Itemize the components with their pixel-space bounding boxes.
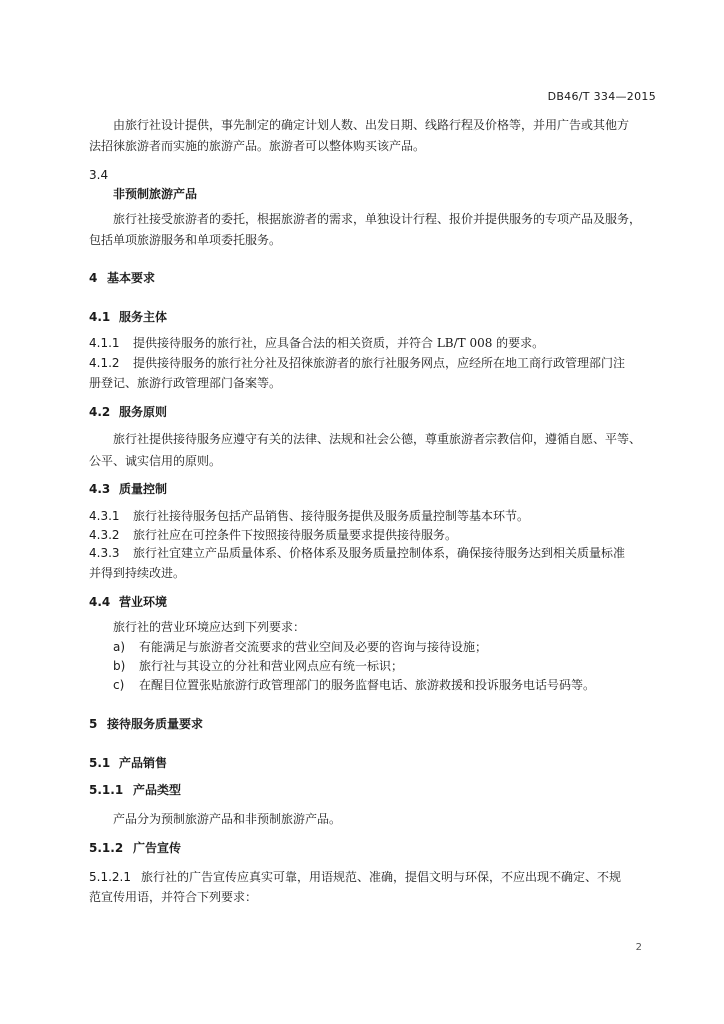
subsection-heading xyxy=(89,756,167,770)
subsection-number: 4.3 xyxy=(89,482,111,496)
clause xyxy=(89,870,621,884)
subsection-number: 4.2 xyxy=(89,405,111,419)
subsection-title: 服务主体 xyxy=(119,310,168,324)
section-title: 基本要求 xyxy=(107,271,156,285)
list-item-text: 在醒目位置张贴旅游行政管理部门的服务监督电话、旅游救援和投诉服务电话号码等。 xyxy=(139,678,596,692)
clause-number: 4.1.2 xyxy=(89,356,120,370)
clause-text: 提供接待服务的旅行社分社及招徕旅游者的旅行社服务网点，应经所在地工商行政管理部门注 xyxy=(133,356,626,370)
list-marker: b) xyxy=(113,659,126,673)
subsection-number: 5.1 xyxy=(89,756,111,770)
page-number: 2 xyxy=(635,942,642,953)
paragraph-line: 包括单项旅游服务和单项委托服务。 xyxy=(89,233,282,247)
subsection-title: 营业环境 xyxy=(119,595,168,609)
clause-text: 旅行社应在可控条件下按照接待服务质量要求提供接待服务。 xyxy=(133,528,458,542)
subsection-heading xyxy=(89,595,167,609)
section-number: 5 xyxy=(89,717,98,731)
clause-text: 提供接待服务的旅行社，应具备合法的相关资质，并符合 LB/T 008 的要求。 xyxy=(133,336,545,350)
list-item xyxy=(113,659,403,673)
clause-number: 4.3.2 xyxy=(89,528,120,542)
paragraph-line: 旅行社接受旅游者的委托，根据旅游者的需求，单独设计行程、报价并提供服务的专项产品及服务， xyxy=(113,212,642,226)
list-item xyxy=(113,640,487,654)
clause-number: 5.1.2.1 xyxy=(89,870,131,884)
clause-number: 4.3.1 xyxy=(89,509,120,523)
clause xyxy=(89,509,529,523)
section-title: 接待服务质量要求 xyxy=(107,717,204,731)
subsection-number: 4.1 xyxy=(89,310,111,324)
clause-text: 旅行社的广告宣传应真实可靠，用语规范、准确，提倡文明与环保，不应出现不确定、不规 xyxy=(141,870,622,884)
subsection-title: 服务原则 xyxy=(119,405,168,419)
clause xyxy=(89,356,625,370)
paragraph-line: 旅行社提供接待服务应遵守有关的法律、法规和社会公德，尊重旅游者宗教信仰，遵循自愿、平等、 xyxy=(113,432,642,446)
paragraph-line: 公平、诚实信用的原则。 xyxy=(89,454,222,468)
clause-text: 旅行社接待服务包括产品销售、接待服务提供及服务质量控制等基本环节。 xyxy=(133,509,530,523)
subsection-heading xyxy=(89,405,167,419)
clause xyxy=(89,528,457,542)
subsection-title: 广告宣传 xyxy=(133,841,182,855)
subsection-heading xyxy=(89,841,181,855)
paragraph-line: 产品分为预制旅游产品和非预制旅游产品。 xyxy=(113,812,342,826)
clause-number: 4.1.1 xyxy=(89,336,120,350)
subsection-title: 产品销售 xyxy=(119,756,168,770)
term-number: 3.4 xyxy=(89,168,109,182)
section-heading xyxy=(89,717,203,731)
subsection-heading xyxy=(89,310,167,324)
clause-text: 旅行社宜建立产品质量体系、价格体系及服务质量控制体系，确保接待服务达到相关质量标准 xyxy=(133,546,626,560)
subsection-heading xyxy=(89,482,167,496)
clause xyxy=(89,336,544,350)
clause-continuation: 册登记、旅游行政管理部门备案等。 xyxy=(89,376,282,390)
clause xyxy=(89,546,625,560)
document-code: DB46/T 334—2015 xyxy=(547,90,656,103)
paragraph-line: 由旅行社设计提供，事先制定的确定计划人数、出发日期、线路行程及价格等，并用广告或其他方 xyxy=(113,118,630,132)
list-item-text: 旅行社与其设立的分社和营业网点应有统一标识； xyxy=(139,659,404,673)
subsection-number: 5.1.2 xyxy=(89,841,124,855)
list-item-text: 有能满足与旅游者交流要求的营业空间及必要的咨询与接待设施； xyxy=(139,640,488,654)
subsection-title: 质量控制 xyxy=(119,482,168,496)
clause-number: 4.3.3 xyxy=(89,546,120,560)
clause-continuation: 范宣传用语，并符合下列要求： xyxy=(89,890,258,904)
paragraph-line: 旅行社的营业环境应达到下列要求： xyxy=(113,620,306,634)
subsection-number: 5.1.1 xyxy=(89,783,124,797)
subsection-title: 产品类型 xyxy=(133,783,182,797)
list-marker: c) xyxy=(113,678,125,692)
subsection-heading xyxy=(89,783,181,797)
subsection-number: 4.4 xyxy=(89,595,111,609)
section-heading xyxy=(89,271,155,285)
paragraph-line: 法招徕旅游者而实施的旅游产品。旅游者可以整体购买该产品。 xyxy=(89,139,426,153)
list-item xyxy=(113,678,595,692)
section-number: 4 xyxy=(89,271,98,285)
list-marker: a) xyxy=(113,640,126,654)
clause-continuation: 并得到持续改进。 xyxy=(89,566,186,580)
term-title: 非预制旅游产品 xyxy=(113,187,198,201)
